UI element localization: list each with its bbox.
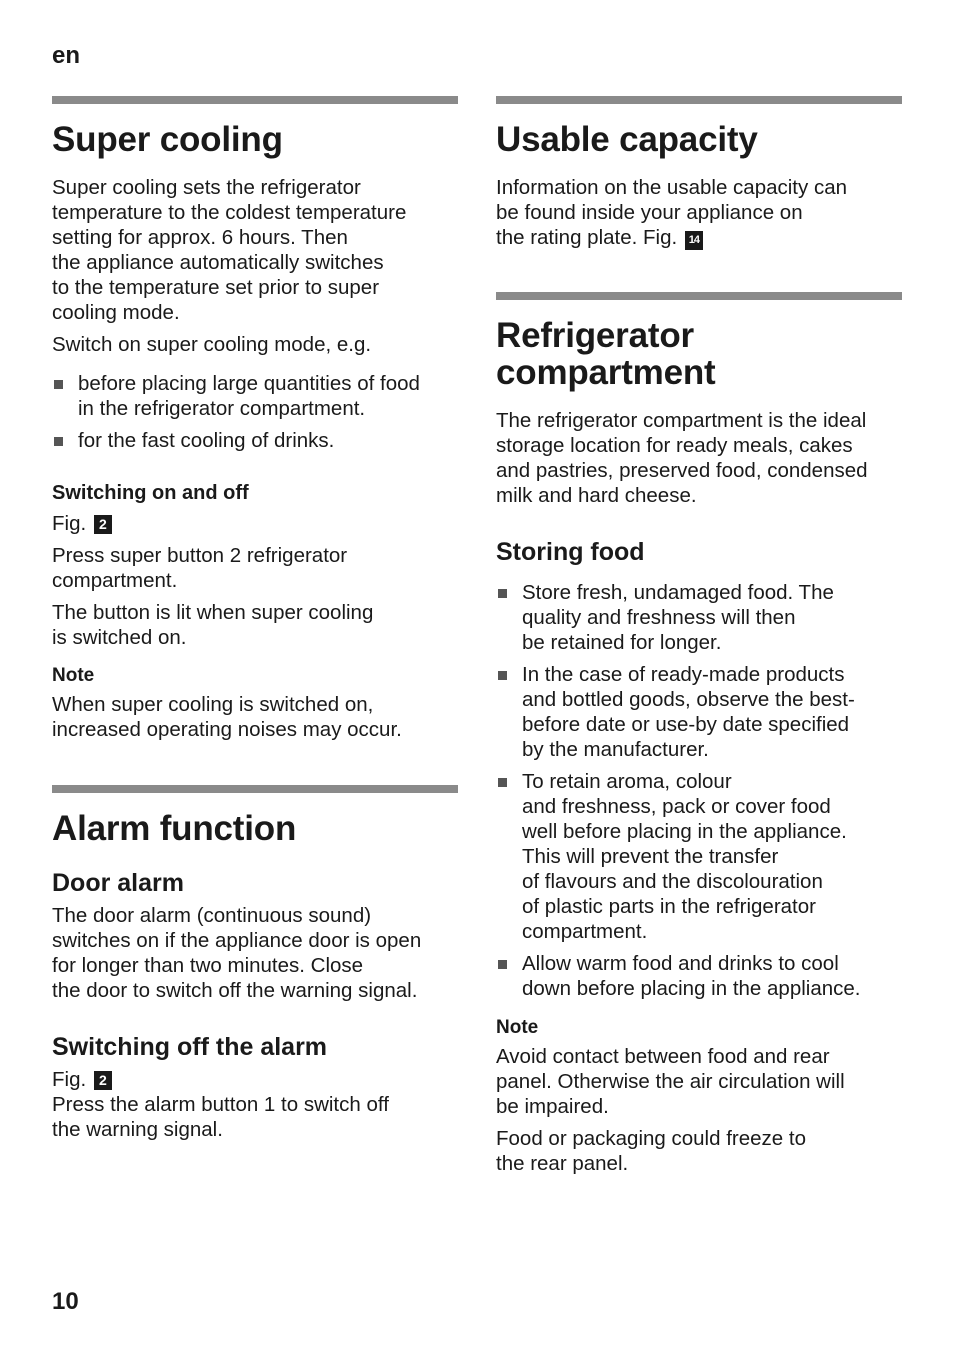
list-item: Allow warm food and drinks to cool down before placing in the appliance. bbox=[496, 951, 902, 1001]
list-item: Store fresh, undamaged food. The quality and freshness will then be retained for longer. bbox=[496, 580, 902, 655]
switching-heading: Switching on and off bbox=[52, 482, 249, 504]
super-cooling-list bbox=[52, 371, 458, 453]
super-cooling-intro: Super cooling sets the refrigerator temperature to the coldest temperature setting for approx. 6 hours. Then the appliance automatically switches to the temperature set prior to super cooling mode. bbox=[52, 176, 407, 324]
storing-food-heading: Storing food bbox=[496, 538, 645, 566]
switch-off-alarm-heading: Switching off the alarm bbox=[52, 1033, 328, 1061]
list-item: In the case of ready-made products and bottled goods, observe the best- before date or use-by date specified by the manufacturer. bbox=[496, 662, 902, 762]
note-heading: Note bbox=[52, 665, 95, 686]
bullet-icon bbox=[498, 671, 507, 680]
note-text: Avoid contact between food and rear panel. Otherwise the air circulation will be impaired. bbox=[496, 1045, 845, 1118]
press-super-text: Press super button 2 refrigerator compartment. bbox=[52, 544, 348, 592]
note-heading: Note bbox=[496, 1017, 539, 1038]
alarm-function-title: Alarm function bbox=[52, 809, 297, 848]
button-lit-text: The button is lit when super cooling is switched on. bbox=[52, 601, 374, 649]
section-divider bbox=[52, 96, 458, 104]
refrigerator-compartment-text: The refrigerator compartment is the ideal storage location for ready meals, cakes and pastries, preserved food, condensed milk and hard cheese. bbox=[496, 409, 868, 507]
bullet-icon bbox=[498, 778, 507, 787]
bullet-icon bbox=[498, 589, 507, 598]
section-divider bbox=[496, 292, 902, 300]
bullet-icon bbox=[54, 380, 63, 389]
section-divider bbox=[496, 96, 902, 104]
bullet-icon bbox=[498, 960, 507, 969]
storing-food-list bbox=[496, 580, 902, 1001]
list-item: for the fast cooling of drinks. bbox=[52, 428, 458, 453]
refrigerator-compartment-title: Refrigerator compartment bbox=[496, 316, 716, 392]
freeze-warning-text: Food or packaging could freeze to the rear panel. bbox=[496, 1127, 806, 1175]
language-code: en bbox=[52, 42, 81, 69]
right-column bbox=[496, 96, 902, 1183]
usable-capacity-text: Information on the usable capacity can be found inside your appliance on the rating plate. Fig. 14 bbox=[496, 176, 847, 249]
super-cooling-title: Super cooling bbox=[52, 120, 283, 159]
page-number: 10 bbox=[52, 1288, 79, 1315]
door-alarm-heading: Door alarm bbox=[52, 869, 184, 897]
figure-badge: 2 bbox=[94, 1071, 112, 1090]
fig-reference: Fig. 2 bbox=[52, 511, 458, 536]
figure-badge: 14 bbox=[685, 231, 703, 250]
switch-on-text: Switch on super cooling mode, e.g. bbox=[52, 333, 372, 356]
note-text: When super cooling is switched on, increased operating noises may occur. bbox=[52, 693, 402, 741]
list-item: To retain aroma, colour and freshness, pack or cover food well before placing in the appliance. This will prevent the transfer of flavours and the discolouration of plastic parts in the refrigerator compartment. bbox=[496, 769, 902, 944]
fig-reference: Fig. 2 bbox=[52, 1067, 458, 1092]
figure-badge: 2 bbox=[94, 515, 112, 534]
section-divider bbox=[52, 785, 458, 793]
bullet-icon bbox=[54, 437, 63, 446]
usable-capacity-title: Usable capacity bbox=[496, 120, 758, 159]
press-alarm-text: Press the alarm button 1 to switch off the warning signal. bbox=[52, 1093, 389, 1141]
left-column bbox=[52, 96, 458, 1149]
list-item: before placing large quantities of food in the refrigerator compartment. bbox=[52, 371, 458, 421]
door-alarm-text: The door alarm (continuous sound) switches on if the appliance door is open for longer than two minutes. Close the door to switch off the warning signal. bbox=[52, 904, 422, 1002]
